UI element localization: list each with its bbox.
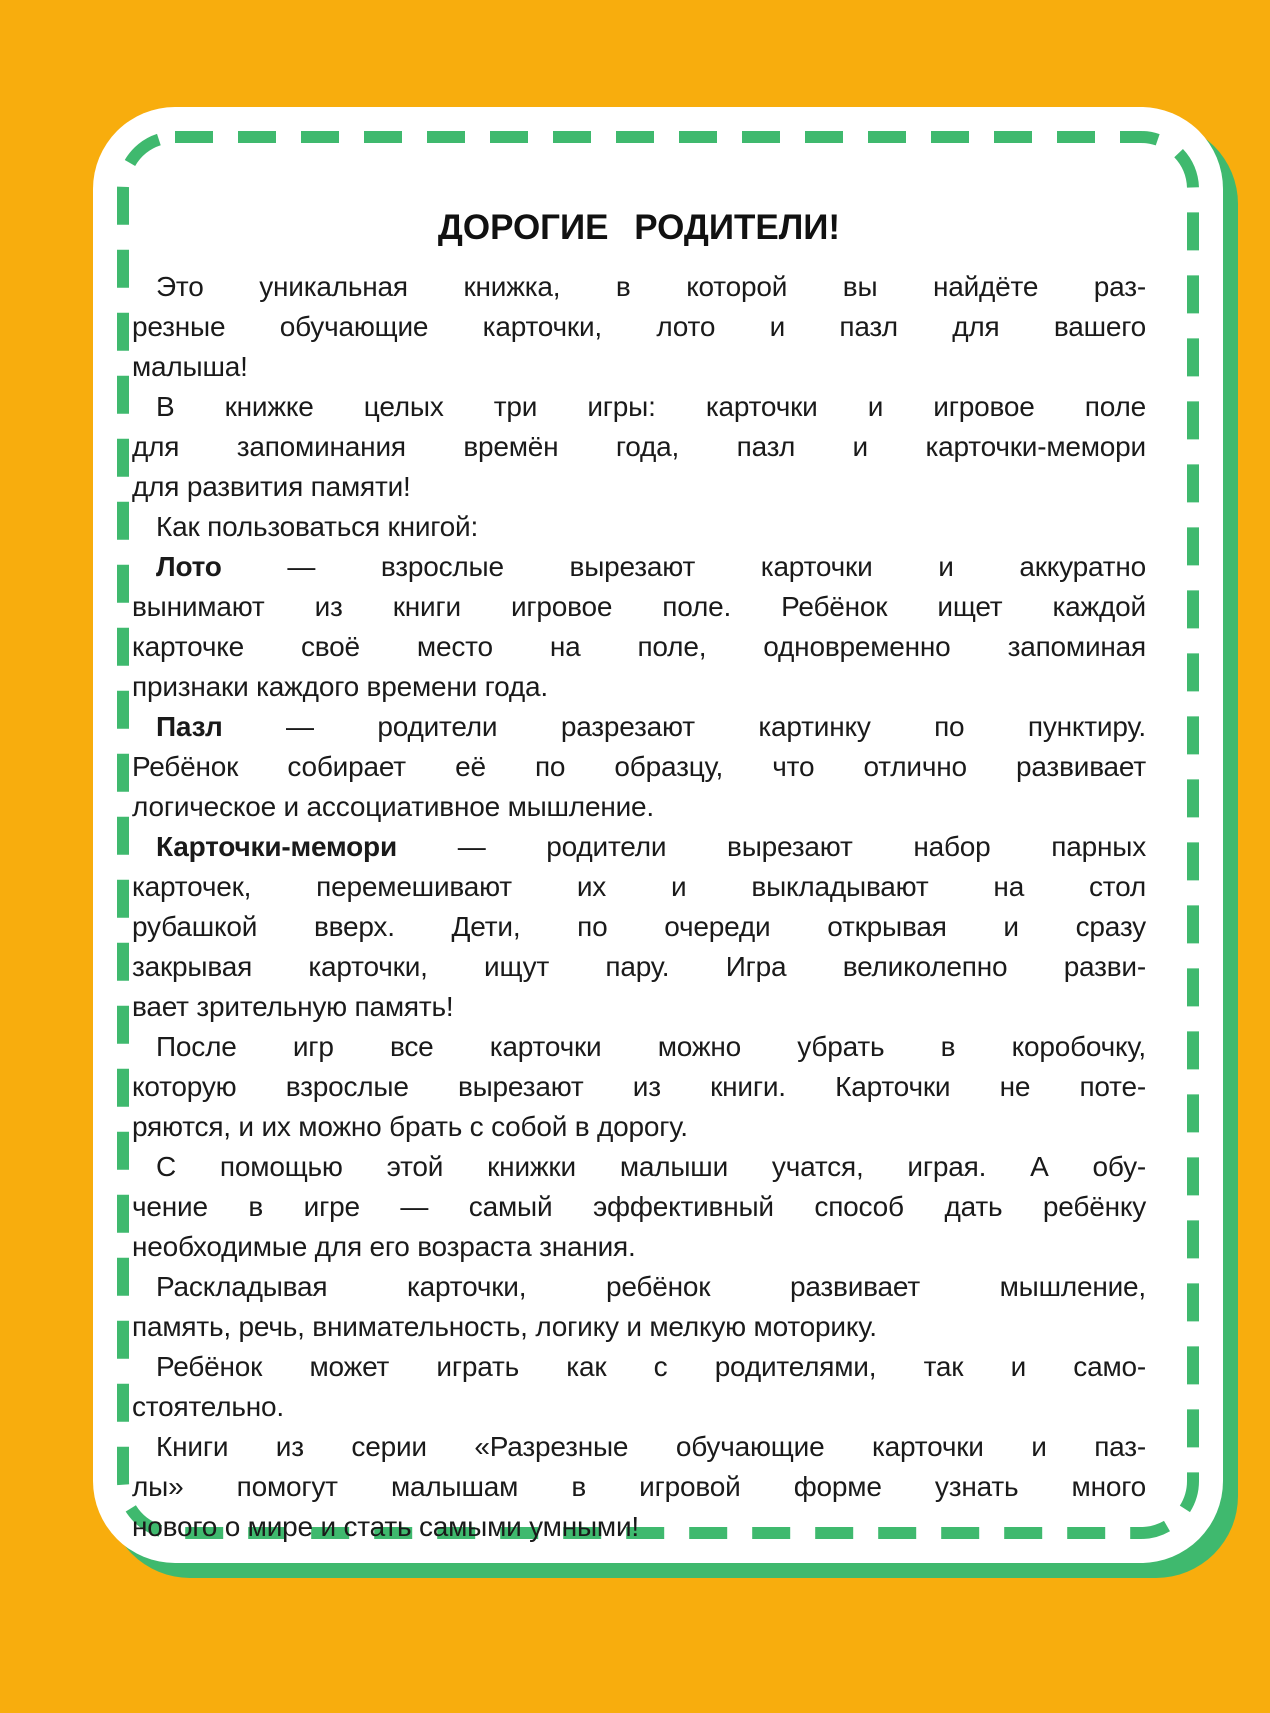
text-line: карточек, перемешивают их и выкладывают на стол: [132, 871, 1146, 902]
text-line: Раскладывая карточки, ребёнок развивает мышление,: [156, 1271, 1146, 1302]
paragraph-lead: Пазл: [156, 711, 223, 742]
text-line: Как пользоваться книгой:: [156, 511, 479, 542]
text-line: нового о мире и стать самыми умными!: [132, 1511, 639, 1542]
page-title: ДОРОГИЕ РОДИТЕЛИ!: [437, 208, 841, 247]
paragraph-how-to-use: [132, 507, 1146, 547]
text-line: [132, 547, 1146, 587]
text-run: — родители разрезают картинку по пунктиру.: [222, 711, 1146, 742]
text-line: В книжке целых три игры: карточки и игровое поле: [156, 391, 1146, 422]
text-line: [132, 707, 1146, 747]
paragraph-lead: Карточки-мемори: [156, 831, 397, 862]
paragraph-puzzle: [132, 707, 1146, 827]
text-run: — родители вырезают набор парных: [396, 831, 1146, 862]
text-line: лы» помогут малышам в игровой форме узнать много: [132, 1471, 1146, 1502]
paragraph-intro: [132, 267, 1146, 387]
paragraph-memory-cards: [132, 827, 1146, 1027]
text-line: ряются, и их можно брать с собой в дорогу.: [132, 1111, 688, 1142]
text-line: резные обучающие карточки, лото и пазл для вашего: [132, 311, 1146, 342]
paragraph-storage-box: [132, 1027, 1146, 1147]
text-line: карточке своё место на поле, одновременно запоминая: [132, 631, 1146, 662]
text-line: логическое и ассоциативное мышление.: [132, 791, 654, 822]
text-line: для запоминания времён года, пазл и карточки-мемори: [132, 431, 1146, 462]
text-line: С помощью этой книжки малыши учатся, играя. А обу-: [156, 1151, 1146, 1182]
card: [93, 107, 1223, 1563]
text-line: малыша!: [132, 351, 248, 382]
paragraph-lead: Лото: [156, 551, 222, 582]
text-line: которую взрослые вырезают из книги. Карточки не поте-: [132, 1071, 1146, 1102]
text-line: После игр все карточки можно убрать в коробочку,: [156, 1031, 1146, 1062]
text-line: стоятельно.: [132, 1391, 284, 1422]
text-line: признаки каждого времени года.: [132, 671, 548, 702]
paragraph-skills: [132, 1267, 1146, 1347]
text-line: [132, 827, 1146, 867]
paragraph-three-games: [132, 387, 1146, 507]
text-line: для развития памяти!: [132, 471, 411, 502]
text-line: вает зрительную память!: [132, 991, 454, 1022]
text-line: Ребёнок может играть как с родителями, так и само-: [156, 1351, 1146, 1382]
text-line: Ребёнок собирает её по образцу, что отлично развивает: [132, 751, 1146, 782]
text-line: вынимают из книги игровое поле. Ребёнок ищет каждой: [132, 591, 1146, 622]
text-line: Это уникальная книжка, в которой вы найдёте раз-: [156, 271, 1146, 302]
text-run: — взрослые вырезают карточки и аккуратно: [221, 551, 1146, 582]
text-line: память, речь, внимательность, логику и мелкую моторику.: [132, 1311, 877, 1342]
text-line: чение в игре — самый эффективный способ дать ребёнку: [132, 1191, 1146, 1222]
text-line: Книги из серии «Разрезные обучающие карточки и паз-: [156, 1431, 1146, 1462]
paragraph-series: [132, 1427, 1146, 1547]
text-line: рубашкой вверх. Дети, по очереди открывая и сразу: [132, 911, 1146, 942]
paragraph-independent-play: [132, 1347, 1146, 1427]
text-line: закрывая карточки, ищут пару. Игра великолепно разви-: [132, 951, 1146, 982]
paragraph-loto: [132, 547, 1146, 707]
paragraph-learning-through-play: [132, 1147, 1146, 1267]
page-content: [132, 151, 1146, 1547]
text-line: необходимые для его возраста знания.: [132, 1231, 636, 1262]
